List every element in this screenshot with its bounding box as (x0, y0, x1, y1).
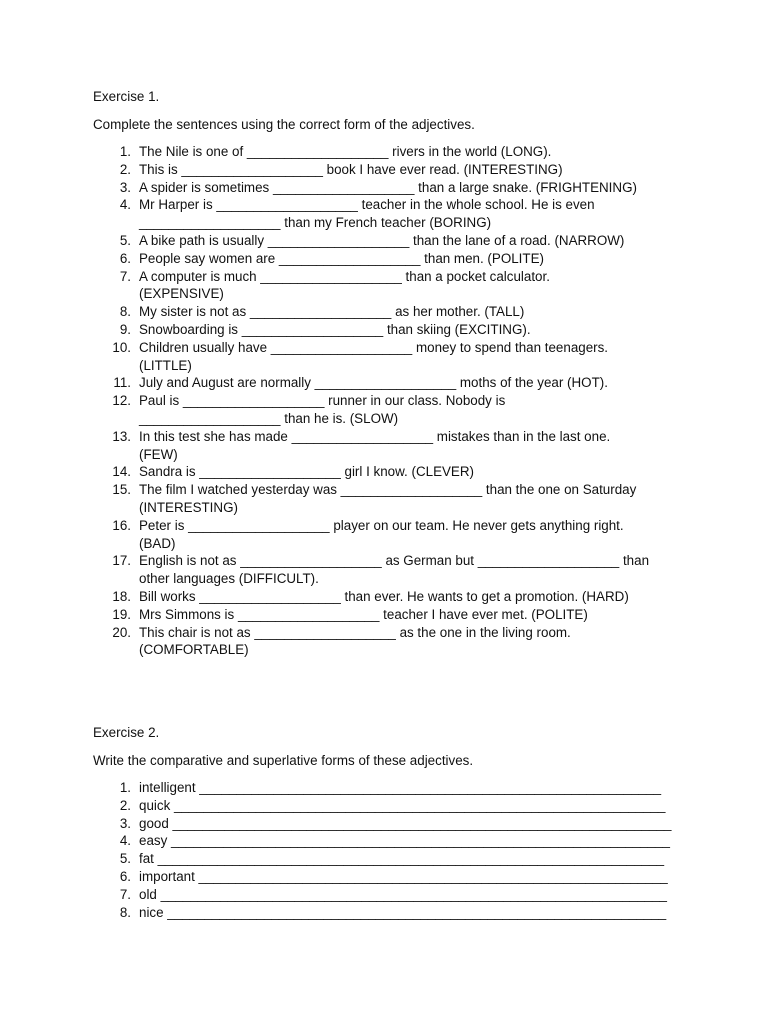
list-item (93, 797, 683, 815)
list-item (93, 606, 683, 624)
item-number: 9. (119, 321, 131, 337)
exercise-1-instruction: Complete the sentences using the correct form of the adjectives. (93, 117, 475, 132)
list-item (93, 268, 683, 304)
list-item (93, 392, 683, 428)
item-number: 4. (119, 833, 131, 849)
item-sentence: Mrs Simmons is ___________________ teacher I have ever met. (POLITE) (139, 606, 588, 622)
list-item (93, 886, 683, 904)
list-item (93, 463, 683, 481)
adjective-prompt: easy ___________________________________________________________________ (139, 833, 670, 849)
list-item (93, 196, 683, 232)
item-number: 8. (119, 904, 131, 920)
item-number: 3. (119, 179, 131, 195)
item-number: 7. (119, 268, 131, 284)
item-sentence: Snowboarding is ___________________ than skiing (EXCITING). (139, 321, 531, 337)
list-item (93, 588, 683, 606)
list-item (93, 481, 683, 517)
item-sentence: A computer is much ___________________ than a pocket calculator. (EXPENSIVE) (139, 268, 550, 302)
list-item (93, 374, 683, 392)
item-number: 13. (112, 428, 131, 444)
exercise-1-list (93, 143, 683, 659)
item-sentence: This is ___________________ book I have ever read. (INTERESTING) (139, 161, 563, 177)
adjective-prompt: quick __________________________________________________________________ (139, 797, 666, 813)
adjective-prompt: fat ____________________________________________________________________ (139, 851, 665, 867)
list-item (93, 161, 683, 179)
item-sentence: In this test she has made ___________________ mistakes than in the last one. (FEW) (139, 428, 611, 462)
adjective-prompt: nice ___________________________________________________________________ (139, 904, 667, 920)
item-sentence: Bill works ___________________ than ever. He wants to get a promotion. (HARD) (139, 588, 629, 604)
list-item (93, 815, 683, 833)
list-item (93, 143, 683, 161)
item-number: 5. (119, 232, 131, 248)
item-sentence: Peter is ___________________ player on our team. He never gets anything right. (BAD) (139, 517, 624, 551)
item-number: 8. (119, 304, 131, 320)
list-item (93, 339, 683, 375)
adjective-prompt: old ____________________________________________________________________ (139, 886, 668, 902)
item-number: 5. (119, 851, 131, 867)
list-item (93, 232, 683, 250)
item-sentence: Mr Harper is ___________________ teacher in the whole school. He is even ___________________ than my French teacher (BORING) (139, 197, 595, 231)
adjective-prompt: intelligent ______________________________________________________________ (139, 780, 662, 795)
list-item (93, 321, 683, 339)
list-item (93, 904, 683, 922)
list-item (93, 552, 683, 588)
adjective-prompt: important _______________________________________________________________ (139, 868, 668, 884)
item-number: 1. (119, 780, 131, 795)
adjective-prompt: good ___________________________________________________________________ (139, 815, 672, 831)
list-item (93, 179, 683, 197)
item-sentence: Paul is ___________________ runner in our class. Nobody is ___________________ than he is. (SLOW) (139, 393, 506, 426)
item-number: 11. (113, 375, 131, 391)
item-number: 6. (119, 868, 131, 884)
exercise-2-title: Exercise 2. (93, 725, 160, 740)
item-number: 4. (119, 197, 131, 213)
item-number: 15. (112, 482, 131, 498)
item-number: 14. (112, 464, 131, 480)
item-sentence: English is not as ___________________ as German but ___________________ than other languages (DIFFICULT). (139, 553, 650, 587)
list-item (93, 303, 683, 321)
list-item (93, 779, 683, 797)
list-item (93, 868, 683, 886)
list-item (93, 624, 683, 660)
item-number: 17. (112, 553, 131, 569)
item-sentence: This chair is not as ___________________ as the one in the living room. (COMFORTABLE) (139, 624, 571, 658)
list-item (93, 850, 683, 868)
item-number: 6. (119, 250, 131, 266)
item-number: 19. (112, 606, 131, 622)
item-sentence: The Nile is one of ___________________ rivers in the world (LONG). (139, 144, 552, 159)
item-number: 16. (112, 517, 131, 533)
item-number: 18. (112, 588, 131, 604)
list-item (93, 250, 683, 268)
item-number: 3. (119, 815, 131, 831)
item-sentence: July and August are normally ___________________ moths of the year (HOT). (139, 375, 608, 391)
item-number: 1. (119, 144, 131, 159)
list-item (93, 428, 683, 464)
item-number: 12. (112, 393, 131, 409)
item-number: 20. (112, 624, 131, 640)
item-sentence: Children usually have ___________________ money to spend than teenagers. (LITTLE) (139, 339, 609, 373)
item-sentence: The film I watched yesterday was ___________________ than the one on Saturday (INTERESTING) (139, 482, 637, 515)
item-number: 2. (119, 797, 131, 813)
item-sentence: Sandra is ___________________ girl I know. (CLEVER) (139, 464, 474, 480)
item-number: 2. (119, 161, 131, 177)
list-item (93, 832, 683, 850)
exercise-2-list (93, 779, 683, 921)
item-sentence: A spider is sometimes ___________________ than a large snake. (FRIGHTENING) (139, 179, 637, 195)
item-sentence: A bike path is usually ___________________ than the lane of a road. (NARROW) (139, 232, 625, 248)
exercise-2-instruction: Write the comparative and superlative forms of these adjectives. (93, 753, 474, 768)
item-sentence: People say women are ___________________ than men. (POLITE) (139, 250, 544, 266)
item-sentence: My sister is not as ___________________ as her mother. (TALL) (139, 304, 525, 320)
item-number: 10. (112, 339, 131, 355)
list-item (93, 517, 683, 553)
item-number: 7. (119, 886, 131, 902)
exercise-1-title: Exercise 1. (93, 89, 160, 104)
